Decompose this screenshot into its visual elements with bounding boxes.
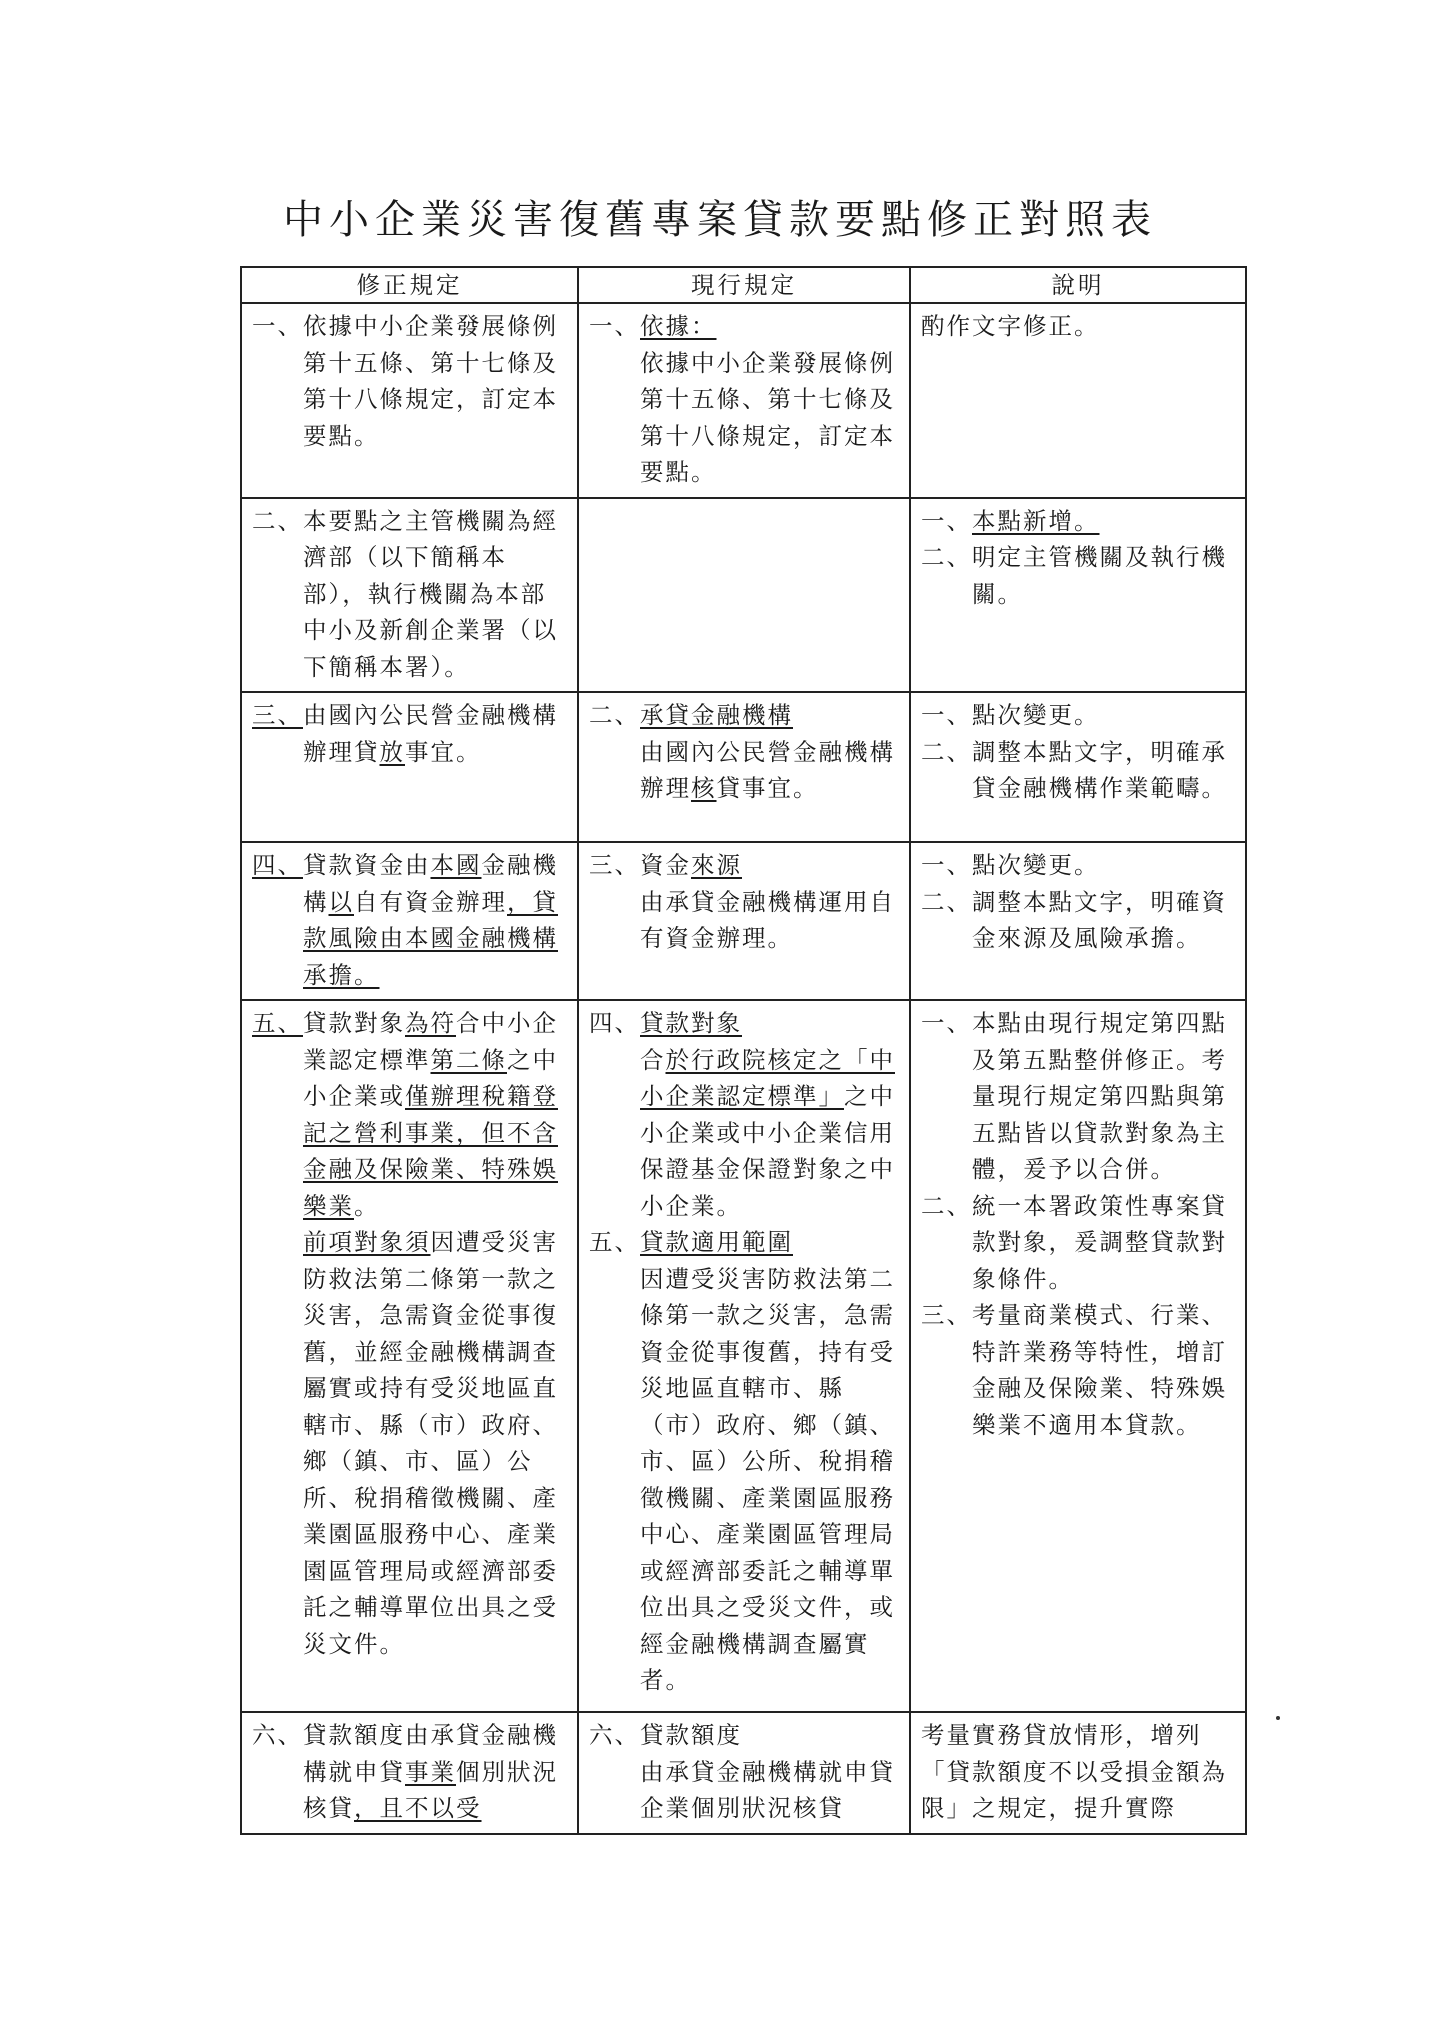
note-text: 明定主管機關及執行機關。 <box>972 543 1227 608</box>
note-number: 一、 <box>921 1009 972 1037</box>
note-cell <box>910 1000 1246 1712</box>
item-number: 四、 <box>252 851 303 879</box>
amended-cell <box>241 1712 578 1834</box>
item-number: 一、 <box>252 312 303 340</box>
comparison-table <box>240 266 1247 1835</box>
item-text-changed: 放 <box>379 737 405 766</box>
note-text: 考量商業模式、行業、特許業務等特性，增訂金融及保險業、特殊娛樂業不適用本貸款。 <box>972 1301 1227 1439</box>
item-text: 貸事宜。 <box>716 774 819 802</box>
note-number: 二、 <box>921 737 972 766</box>
note-text: 統一本署政策性專案貸款對象，爰調整貸款對象條件。 <box>972 1191 1227 1293</box>
table-row <box>241 1000 1246 1712</box>
table-row <box>241 842 1246 1000</box>
amended-cell <box>241 692 578 842</box>
note-number: 一、 <box>921 851 972 879</box>
item-text: 依據中小企業發展條例第十五條、第十七條及第十八條規定，訂定本要點。 <box>303 312 558 450</box>
amended-cell <box>241 842 578 1000</box>
item-number: 二、 <box>252 506 303 535</box>
item-text: 由國內公民營金融機構辦理 <box>640 737 895 802</box>
scan-speck <box>1276 1716 1280 1720</box>
note-cell <box>910 303 1246 498</box>
item-text: 因遭受災害防救法第二條第一款之災害，急需資金從事復舊，持有受災地區直轄市、縣（市）政府、鄉（鎮、市、區）公所、稅捐稽徵機關、產業園區服務中心、產業園區管理局或經濟部委託之輔導單位出具之受災文件，或經金融機構調查屬實者。 <box>640 1264 895 1694</box>
item-text: 合 <box>640 1045 666 1074</box>
note-number: 一、 <box>921 701 972 729</box>
note-text: 點次變更。 <box>972 851 1100 879</box>
note-number: 二、 <box>921 1191 972 1220</box>
header-note: 說明 <box>910 267 1246 303</box>
header-amended: 修正規定 <box>241 267 578 303</box>
item-text: 依據中小企業發展條例第十五條、第十七條及第十八條規定，訂定本要點。 <box>640 348 895 486</box>
item-heading: 貸款對象 <box>640 1009 742 1037</box>
item-text-changed: ，貸款風險由本國金融機構承擔。 <box>303 887 558 989</box>
item-number: 三、 <box>589 851 640 879</box>
note-text: 調整本點文字，明確資金來源及風險承擔。 <box>972 887 1227 952</box>
item-text: 貸款資金由 <box>303 851 431 879</box>
item-text-changed: 事業 <box>405 1757 456 1786</box>
item-number: 二、 <box>589 701 640 729</box>
item-text: 自有資金辦理 <box>354 887 507 916</box>
item-text: 貸款額度由承貸金融機構就申貸 <box>303 1721 558 1786</box>
note-text: 考量實務貸放情形，增列「貸款額度不以受損金額為限」之規定，提升實際 <box>921 1721 1227 1822</box>
item-text-changed: ，且不以受 <box>354 1794 482 1822</box>
item-text: 之中小企業或 <box>303 1045 558 1110</box>
note-cell <box>910 1712 1246 1834</box>
current-cell <box>578 692 910 842</box>
table-row <box>241 303 1246 498</box>
item-text-changed: 第二條 <box>430 1045 507 1074</box>
note-cell <box>910 692 1246 842</box>
amended-cell <box>241 498 578 693</box>
table-row <box>241 1712 1246 1834</box>
item-text-changed: 為符 <box>405 1009 456 1037</box>
item-number: 五、 <box>589 1228 640 1256</box>
current-cell <box>578 1712 910 1834</box>
item-text-changed: 核 <box>691 774 717 802</box>
item-number: 六、 <box>252 1721 303 1749</box>
amended-cell <box>241 303 578 498</box>
item-text: 本要點之主管機關為經濟部（以下簡稱本部），執行機關為本部中小及新創企業署（以下簡稱本署）。 <box>303 506 558 681</box>
current-cell <box>578 1000 910 1712</box>
item-heading: 依據： <box>640 312 717 340</box>
page-title: 中小企業災害復舊專案貸款要點修正對照表 <box>283 197 1157 243</box>
table-row <box>241 692 1246 842</box>
item-text: 之中小企業或中小企業信用保證基金保證對象之中小企業。 <box>640 1082 895 1220</box>
item-heading: 資金 <box>640 851 691 879</box>
item-text: 合中小企業認定標準 <box>303 1009 558 1074</box>
item-number: 四、 <box>589 1009 640 1037</box>
item-text-changed: 本國 <box>430 851 482 879</box>
item-text-changed: 於行政院核定之「中小企業認定標準」 <box>640 1045 895 1110</box>
note-text: 本點新增。 <box>972 506 1100 535</box>
current-cell <box>578 842 910 1000</box>
table-header-row <box>241 267 1246 303</box>
table-row <box>241 498 1246 693</box>
item-text: 由國內公民營金融機構辦理貸 <box>303 701 558 766</box>
item-heading: 貸款適用範圍 <box>640 1228 793 1256</box>
item-text-changed: 以 <box>328 887 354 916</box>
item-number: 三、 <box>252 701 303 729</box>
item-number: 五、 <box>252 1009 303 1037</box>
item-text: 由承貸金融機構就申貸企業個別狀況核貸 <box>640 1757 895 1822</box>
item-text: 貸款對象 <box>303 1009 405 1037</box>
item-heading: 貸款額度 <box>640 1721 742 1749</box>
item-text-changed: 僅辦理稅籍登記之營利事業，但不含金融及保險業、特殊娛樂業 <box>303 1082 558 1220</box>
item-text: 由承貸金融機構運用自有資金辦理。 <box>640 887 895 952</box>
item-text: 個別狀況核貸 <box>303 1757 558 1822</box>
note-number: 一、 <box>921 506 972 535</box>
note-cell <box>910 842 1246 1000</box>
item-number: 六、 <box>589 1721 640 1749</box>
note-cell <box>910 498 1246 693</box>
item-heading: 承貸金融機構 <box>640 701 793 729</box>
note-number: 二、 <box>921 887 972 916</box>
item-number: 一、 <box>589 312 640 340</box>
item-text: 因遭受災害防救法第二條第一款之災害，急需資金從事復舊，並經金融機構調查屬實或持有受災地區直轄市、縣（市）政府、鄉（鎮、市、區）公所、稅捐稽徵機關、產業園區服務中心、產業園區管理局或經濟部委託之輔導單位出具之受災文件。 <box>303 1228 558 1658</box>
item-text: 事宜。 <box>405 737 482 766</box>
current-cell <box>578 498 910 693</box>
item-heading-changed: 來源 <box>691 851 742 879</box>
amended-cell <box>241 1000 578 1712</box>
header-current: 現行規定 <box>578 267 910 303</box>
current-cell <box>578 303 910 498</box>
note-text: 點次變更。 <box>972 701 1100 729</box>
item-text: 金融機構 <box>303 851 558 916</box>
item-text-changed: 前項對象須 <box>303 1228 431 1256</box>
item-text: 。 <box>354 1191 380 1220</box>
note-text: 酌作文字修正。 <box>921 312 1100 340</box>
note-number: 三、 <box>921 1301 972 1329</box>
note-text: 調整本點文字，明確承貸金融機構作業範疇。 <box>972 737 1227 802</box>
note-number: 二、 <box>921 543 972 571</box>
note-text: 本點由現行規定第四點及第五點整併修正。考量現行規定第四點與第五點皆以貸款對象為主體，爰予以合併。 <box>972 1009 1227 1183</box>
